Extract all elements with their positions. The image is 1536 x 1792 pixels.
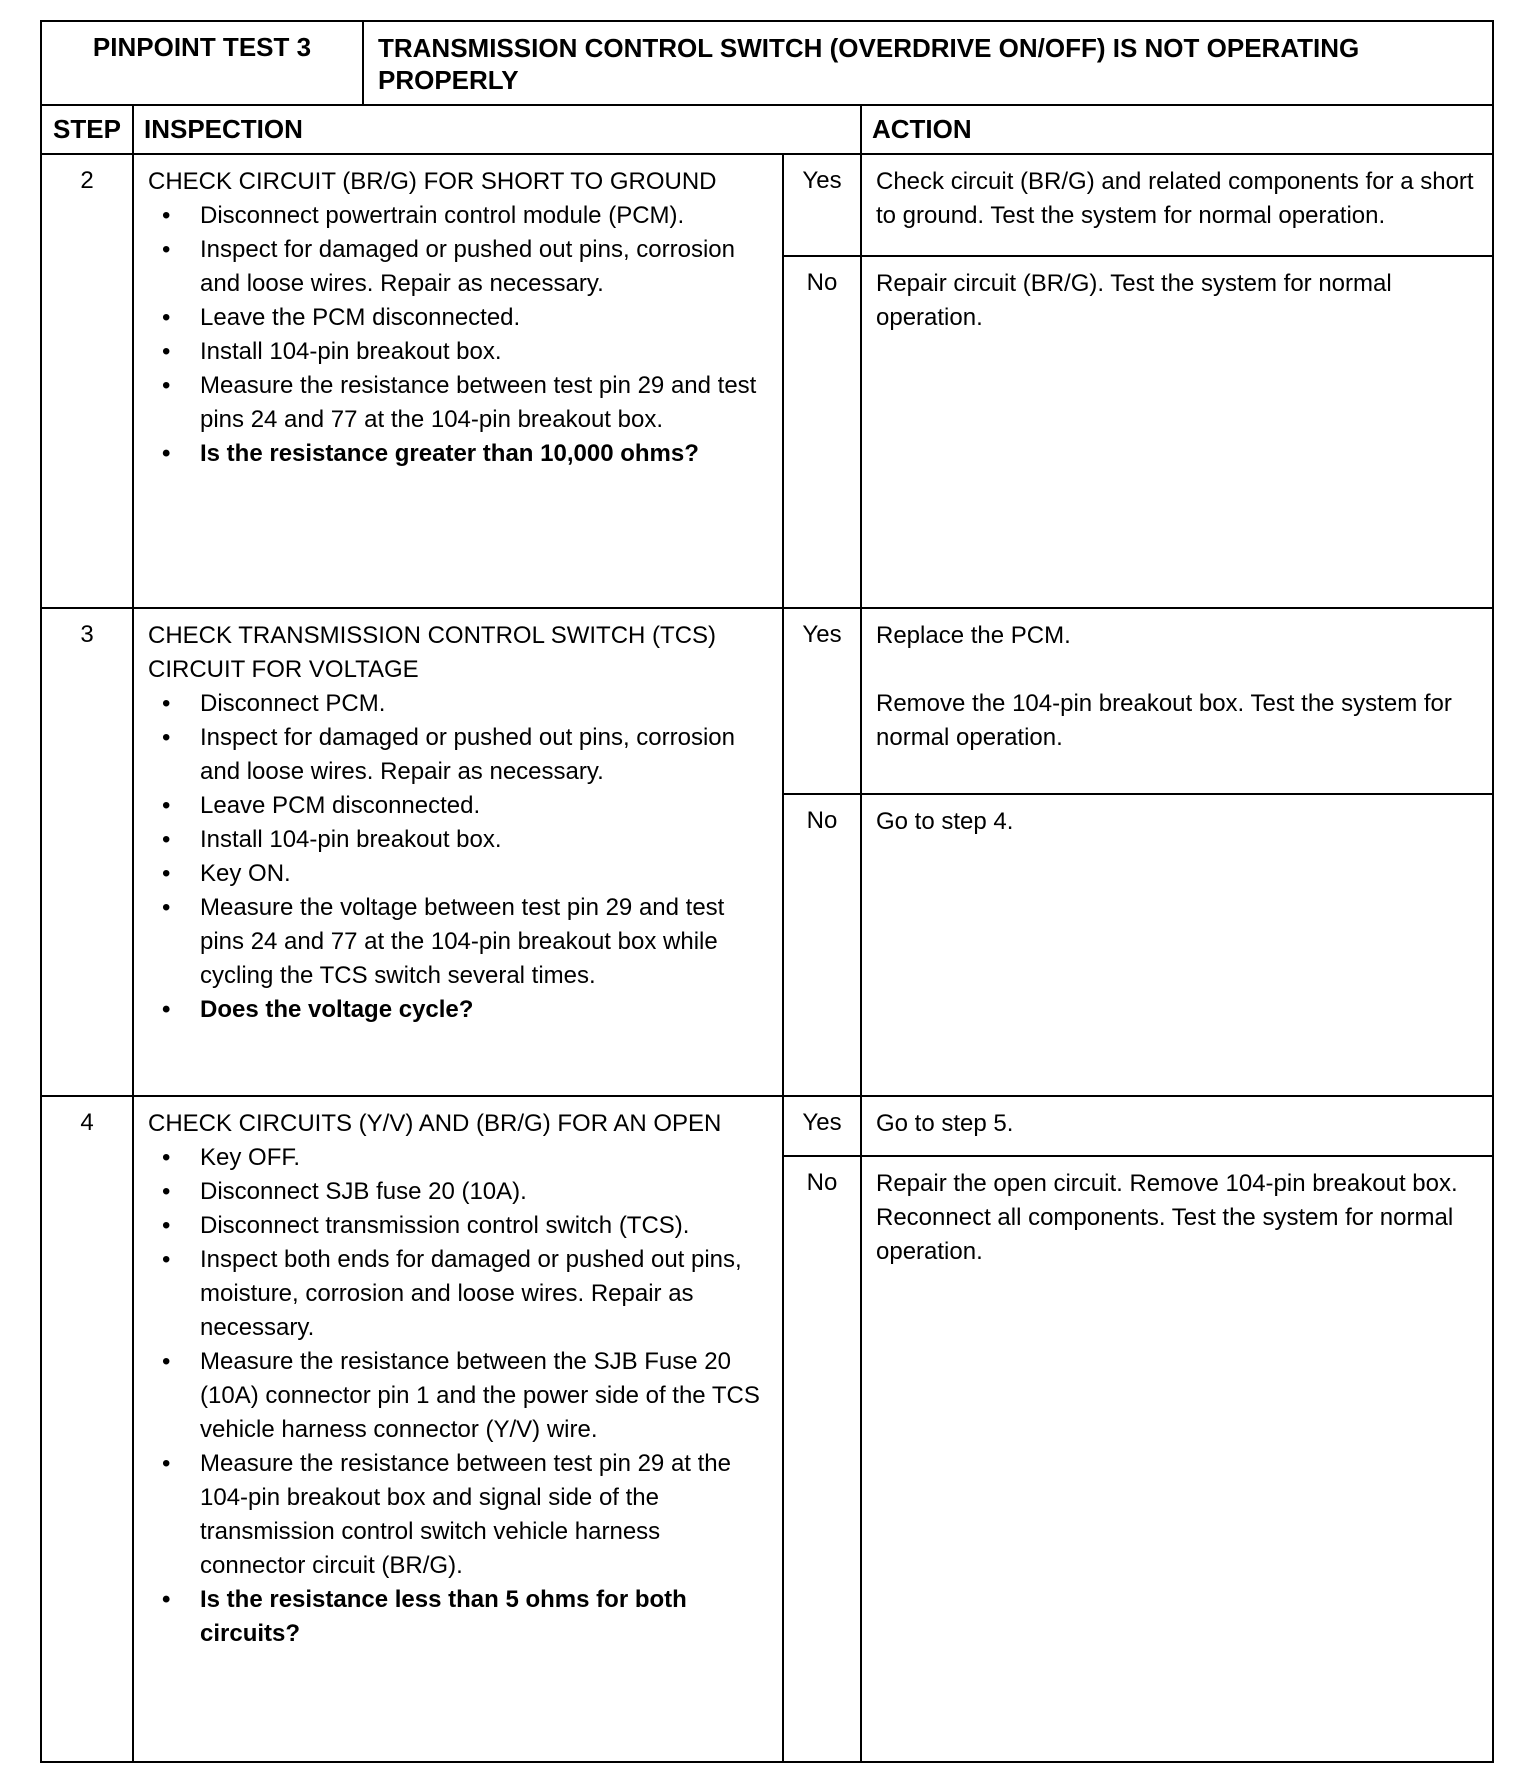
inspection-question: • Is the resistance greater than 10,000 ohms?	[148, 437, 770, 471]
yes-action: Check circuit (BR/G) and related components for a short to ground. Test the system for normal operation.	[861, 154, 1493, 256]
inspection-bullet: • Disconnect powertrain control module (PCM).	[148, 199, 770, 233]
spacer	[876, 653, 1480, 687]
inspection-heading: CHECK CIRCUIT (BR/G) FOR SHORT TO GROUND	[148, 168, 717, 195]
test-title: TRANSMISSION CONTROL SWITCH (OVERDRIVE ON/OFF) IS NOT OPERATING PROPERLY	[363, 21, 1493, 105]
inspection-list	[148, 1141, 770, 1651]
inspection-bullet: • Measure the resistance between test pin 29 and test pins 24 and 77 at the 104-pin breakout box.	[148, 369, 770, 437]
inspection-cell	[133, 1096, 783, 1762]
pinpoint-test-sheet	[40, 20, 1492, 1763]
yes-action-cell	[861, 608, 1493, 794]
inspection-list	[148, 199, 770, 471]
column-header-inspection: INSPECTION	[133, 105, 861, 154]
yes-label: Yes	[783, 608, 861, 794]
inspection-bullet: • Measure the resistance between test pin 29 at the 104-pin breakout box and signal side of the transmission control switch vehicle harness connector circuit (BR/G).	[148, 1447, 770, 1583]
inspection-bullet: • Measure the resistance between the SJB Fuse 20 (10A) connector pin 1 and the power side of the TCS vehicle harness connector (Y/V) wire.	[148, 1345, 770, 1447]
inspection-heading: CHECK CIRCUITS (Y/V) AND (BR/G) FOR AN OPEN	[148, 1110, 722, 1137]
inspection-cell	[133, 154, 783, 608]
title-row	[41, 21, 1493, 105]
step-row	[41, 154, 1493, 256]
step-row	[41, 608, 1493, 794]
yes-action: Go to step 5.	[861, 1096, 1493, 1156]
step-row	[41, 1096, 1493, 1156]
step-number: 4	[41, 1096, 133, 1762]
no-label: No	[783, 256, 861, 608]
inspection-cell	[133, 608, 783, 1096]
inspection-bullet: • Key OFF.	[148, 1141, 770, 1175]
inspection-bullet: • Disconnect PCM.	[148, 687, 770, 721]
inspection-bullet: • Leave PCM disconnected.	[148, 789, 770, 823]
inspection-bullet: • Inspect for damaged or pushed out pins, corrosion and loose wires. Repair as necessary.	[148, 233, 770, 301]
no-label: No	[783, 794, 861, 1096]
yes-label: Yes	[783, 154, 861, 256]
column-header-action: ACTION	[861, 105, 1493, 154]
step-number: 3	[41, 608, 133, 1096]
no-label: No	[783, 1156, 861, 1762]
column-header-step: STEP	[41, 105, 133, 154]
no-action: Repair circuit (BR/G). Test the system for normal operation.	[861, 256, 1493, 608]
inspection-list	[148, 687, 770, 1027]
no-action: Go to step 4.	[861, 794, 1493, 1096]
inspection-bullet: • Leave the PCM disconnected.	[148, 301, 770, 335]
pinpoint-test-table	[40, 20, 1494, 1763]
no-action: Repair the open circuit. Remove 104-pin breakout box. Reconnect all components. Test the system for normal operation.	[861, 1156, 1493, 1762]
inspection-bullet: • Key ON.	[148, 857, 770, 891]
yes-action: Replace the PCM.	[876, 622, 1071, 649]
column-header-row	[41, 105, 1493, 154]
inspection-bullet: • Inspect for damaged or pushed out pins, corrosion and loose wires. Repair as necessary.	[148, 721, 770, 789]
inspection-question: • Does the voltage cycle?	[148, 993, 770, 1027]
inspection-bullet: • Inspect both ends for damaged or pushed out pins, moisture, corrosion and loose wires. Repair as necessary.	[148, 1243, 770, 1345]
test-label: PINPOINT TEST 3	[41, 21, 363, 105]
inspection-heading: CHECK TRANSMISSION CONTROL SWITCH (TCS) CIRCUIT FOR VOLTAGE	[148, 622, 717, 683]
yes-label: Yes	[783, 1096, 861, 1156]
inspection-bullet: • Disconnect SJB fuse 20 (10A).	[148, 1175, 770, 1209]
inspection-bullet: • Install 104-pin breakout box.	[148, 335, 770, 369]
inspection-question: • Is the resistance less than 5 ohms for both circuits?	[148, 1583, 770, 1651]
inspection-bullet: • Install 104-pin breakout box.	[148, 823, 770, 857]
inspection-bullet: • Measure the voltage between test pin 29 and test pins 24 and 77 at the 104-pin breakout box while cycling the TCS switch several times.	[148, 891, 770, 993]
yes-action-followup: Remove the 104-pin breakout box. Test the system for normal operation.	[876, 690, 1452, 751]
inspection-bullet: • Disconnect transmission control switch (TCS).	[148, 1209, 770, 1243]
step-number: 2	[41, 154, 133, 608]
